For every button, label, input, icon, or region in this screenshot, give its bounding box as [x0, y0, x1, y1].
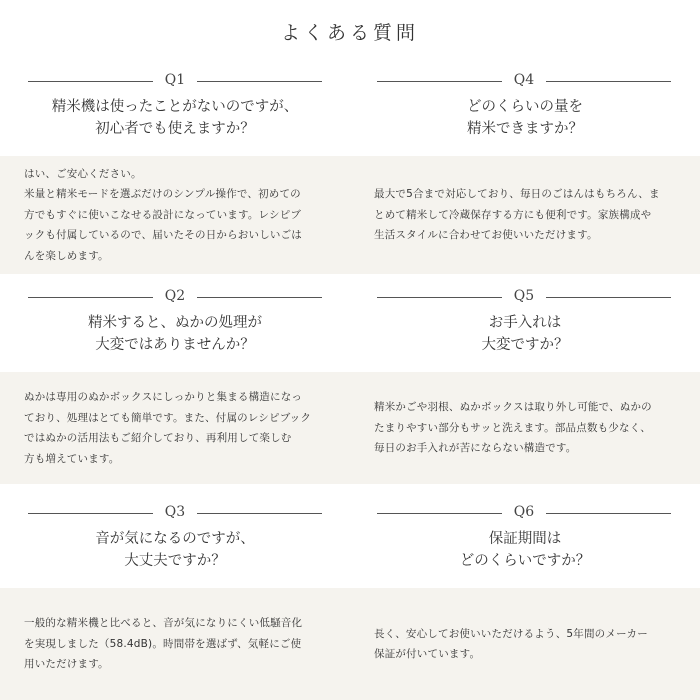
question-text: 精米機は使ったことがないのですが、 初心者でも使えますか？	[51, 99, 299, 137]
question-text: お手入れは 大変ですか？	[481, 315, 569, 353]
faq-question-q5	[350, 290, 700, 372]
answer-text-q6: 長く、安心してお使いいただけるよう、5年間のメーカー 保証が付いています。	[374, 627, 648, 660]
question-number: Q5	[513, 288, 535, 304]
question-text: 精米すると、ぬかの処理が 大変ではありませんか？	[88, 315, 262, 353]
answer-text-q4: 最大で5合まで対応しており、毎日のごはんはもちろん、ま とめて精米して冷蔵保存する方にも便利です。家族構成や 生活スタイルに合わせてお使いいただけます。	[374, 188, 660, 242]
divider-line	[546, 297, 671, 298]
question-text: どのくらいの量を 精米できますか？	[467, 99, 583, 137]
answer-band	[0, 372, 700, 484]
faq-question-q2	[0, 290, 350, 372]
question-number: Q2	[164, 288, 186, 304]
faq-question-q4	[350, 74, 700, 156]
answer-text-q5: 精米かごや羽根、ぬかボックスは取り外し可能で、ぬかの たまりやすい部分もサッと洗えます。部品点数も少なく、 毎日のお手入れが苦にならない構造です。	[374, 401, 652, 455]
answer-band	[0, 588, 700, 700]
faq-question-q3	[0, 506, 350, 588]
divider-line	[197, 513, 322, 514]
faq-row-1	[0, 74, 700, 274]
question-number: Q4	[513, 72, 535, 88]
question-number: Q1	[164, 72, 186, 88]
faq-question-q6	[350, 506, 700, 588]
faq-row-3	[0, 506, 700, 700]
divider-line	[546, 513, 671, 514]
divider-line	[546, 81, 671, 82]
answer-band	[0, 156, 700, 274]
divider-line	[197, 81, 322, 82]
answer-text-q3: 一般的な精米機と比べると、音が気になりにくい低騒音化 を実現しました（58.4dB)。時間帯を選ばず、気軽にご使 用いただけます。	[24, 617, 303, 671]
question-text: 保証期間は どのくらいですか？	[459, 531, 591, 569]
faq-row-2	[0, 290, 700, 484]
answer-text-q2: ぬかは専用のぬかボックスにしっかりと集まる構造になっ ており、処理はとても簡単です。また、付属のレシピブック ではぬかの活用法もご紹介しており、再利用して楽しむ 方も増えています。	[24, 391, 312, 465]
divider-line	[197, 297, 322, 298]
question-number: Q6	[513, 504, 535, 520]
page-title: よくある質問	[280, 22, 419, 44]
answer-text-q1: はい、ご安心ください。 米量と精米モードを選ぶだけのシンプル操作で、初めての 方でもすぐに使いこなせる設計になっています。レシピブ ックも付属しているので、届いたその日からおいしいごは んを楽しめます。	[24, 167, 302, 262]
question-number: Q3	[164, 504, 186, 520]
faq-question-q1	[0, 74, 350, 156]
question-text: 音が気になるのですが、 大丈夫ですか？	[95, 531, 255, 569]
